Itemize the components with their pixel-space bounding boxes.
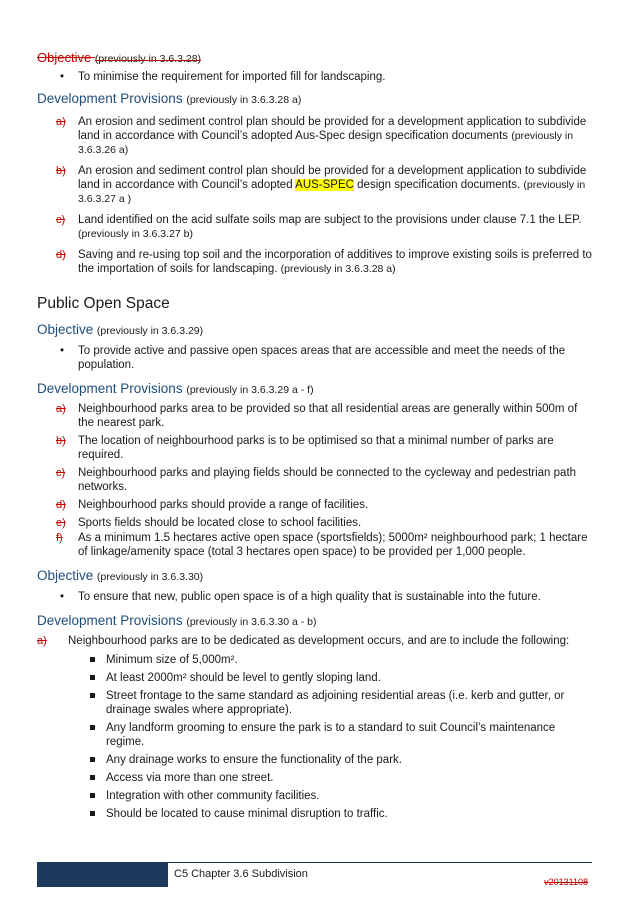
provisions-heading bbox=[37, 90, 592, 109]
square-bullet-icon bbox=[90, 657, 95, 662]
item-label: d) bbox=[56, 499, 66, 511]
provision-item bbox=[37, 164, 592, 206]
sub-item bbox=[37, 671, 592, 685]
bullet-dot-icon: • bbox=[60, 345, 65, 357]
objective-reference: (previously in 3.6.3.28) bbox=[94, 53, 202, 65]
provisions-heading-text: Development Provisions bbox=[37, 381, 183, 396]
item-label: c) bbox=[56, 214, 66, 226]
objective-bullet-text: To provide active and passive open spaces areas that are accessible and meet the needs of the population. bbox=[78, 345, 566, 371]
item-text: An erosion and sediment control plan should be provided for a development application to subdivide land in accordance with Council’s adopted bbox=[78, 165, 587, 191]
provision-item bbox=[37, 466, 592, 494]
provisions-reference: (previously in 3.6.3.28 a) bbox=[186, 94, 302, 106]
sub-item bbox=[37, 789, 592, 803]
objective-bullet bbox=[37, 70, 592, 84]
objective-reference: (previously in 3.6.3.29) bbox=[96, 325, 204, 337]
item-reference: (previously in 3.6.3.28 a) bbox=[280, 263, 396, 275]
provisions-heading-text: Development Provisions bbox=[37, 91, 183, 106]
footer-version: v20131108 bbox=[544, 877, 588, 887]
square-bullet-icon bbox=[90, 775, 95, 780]
item-label: a) bbox=[56, 403, 66, 415]
item-label: a) bbox=[56, 116, 66, 128]
section-title: Public Open Space bbox=[37, 295, 170, 312]
footer-chapter-label: C5 Chapter 3.6 Subdivision bbox=[174, 868, 308, 880]
item-text: Sports fields should be located close to school facilities. bbox=[78, 517, 362, 529]
footer-rule bbox=[168, 862, 592, 863]
provision-item bbox=[37, 434, 592, 462]
provision-item bbox=[37, 248, 592, 276]
provisions-heading bbox=[37, 612, 592, 631]
item-text: Saving and re-using top soil and the incorporation of additives to improve existing soils is preferred to the importation of soils for landscaping. bbox=[78, 249, 592, 275]
provisions-heading bbox=[37, 380, 592, 399]
objective-bullet-text: To minimise the requirement for imported fill for landscaping. bbox=[78, 71, 386, 83]
objective-heading bbox=[37, 568, 592, 585]
objective-bullet-text: To ensure that new, public open space is of a high quality that is sustainable into the future. bbox=[78, 591, 541, 603]
item-text: The location of neighbourhood parks is to be optimised so that a minimal number of parks are required. bbox=[78, 435, 554, 461]
objective-heading bbox=[37, 322, 592, 339]
item-text: Neighbourhood parks are to be dedicated as development occurs, and are to include the following: bbox=[68, 635, 570, 647]
item-label: b) bbox=[56, 435, 66, 447]
item-reference: (previously in 3.6.3.26 a) bbox=[78, 130, 574, 156]
item-text: As a minimum 1.5 hectares active open space (sportsfields); 5000m² neighbourhood park; 1 hectare of linkage/amenity space (total 3 hectares open space) to be provided per 1,000 people. bbox=[78, 532, 588, 558]
objective-heading-text: Objective bbox=[37, 568, 94, 583]
item-label: a) bbox=[37, 635, 47, 647]
sub-item-text: Access via more than one street. bbox=[106, 772, 274, 784]
bullet-dot-icon: • bbox=[60, 591, 65, 603]
objective-heading-text: Objective bbox=[37, 50, 92, 65]
item-reference: (previously in 3.6.3.27 a ) bbox=[78, 179, 586, 205]
sub-item bbox=[37, 807, 592, 821]
objective-bullet bbox=[37, 344, 592, 372]
provision-item bbox=[37, 516, 592, 530]
square-bullet-icon bbox=[90, 811, 95, 816]
sub-item-text: Integration with other community facilities. bbox=[106, 790, 320, 802]
sub-item bbox=[37, 771, 592, 785]
sub-item-text: Any landform grooming to ensure the park is to a standard to suit Council’s maintenance regime. bbox=[106, 722, 556, 748]
provision-item bbox=[37, 634, 592, 648]
provision-item bbox=[37, 531, 592, 559]
sub-item-text: Should be located to cause minimal disruption to traffic. bbox=[106, 808, 388, 820]
objective-heading-text: Objective bbox=[37, 322, 94, 337]
sub-item bbox=[37, 721, 592, 749]
provisions-reference: (previously in 3.6.3.30 a - b) bbox=[186, 616, 317, 628]
sub-item-text: At least 2000m² should be level to gently sloping land. bbox=[106, 672, 381, 684]
sub-item bbox=[37, 653, 592, 667]
sub-item-text: Minimum size of 5,000m². bbox=[106, 654, 238, 666]
item-label: c) bbox=[56, 467, 66, 479]
square-bullet-icon bbox=[90, 793, 95, 798]
footer-color-bar bbox=[37, 862, 168, 887]
item-label: b) bbox=[56, 165, 66, 177]
square-bullet-icon bbox=[90, 693, 95, 698]
item-text-end: design specification documents. bbox=[357, 179, 521, 191]
objective-bullet bbox=[37, 590, 592, 604]
provision-item bbox=[37, 115, 592, 157]
item-text: An erosion and sediment control plan should be provided for a development application to subdivide land in accordance with Council’s adopted Aus-Spec design specification documents bbox=[78, 116, 587, 142]
item-label: f) bbox=[56, 532, 63, 544]
item-text: Neighbourhood parks area to be provided so that all residential areas are generally within 500m of the nearest park. bbox=[78, 403, 578, 429]
provision-item bbox=[37, 213, 592, 241]
sub-item bbox=[37, 689, 592, 717]
item-label: e) bbox=[56, 517, 66, 529]
item-text: Land identified on the acid sulfate soils map are subject to the provisions under clause 7.1 the LEP. bbox=[78, 214, 582, 226]
objective-heading bbox=[37, 50, 592, 67]
sub-item-text: Street frontage to the same standard as adjoining residential areas (i.e. kerb and gutter, or drainage swales where appropriate). bbox=[106, 690, 565, 716]
provision-item bbox=[37, 498, 592, 512]
objective-reference: (previously in 3.6.3.30) bbox=[96, 571, 204, 583]
item-reference: (previously in 3.6.3.27 b) bbox=[78, 228, 193, 240]
sub-item-text: Any drainage works to ensure the functionality of the park. bbox=[106, 754, 402, 766]
square-bullet-icon bbox=[90, 675, 95, 680]
sub-item bbox=[37, 753, 592, 767]
bullet-dot-icon: • bbox=[60, 71, 65, 83]
item-text: Neighbourhood parks should provide a range of facilities. bbox=[78, 499, 369, 511]
square-bullet-icon bbox=[90, 725, 95, 730]
document-page bbox=[37, 50, 592, 821]
square-bullet-icon bbox=[90, 757, 95, 762]
provision-item bbox=[37, 402, 592, 430]
item-text: Neighbourhood parks and playing fields should be connected to the cycleway and pedestrian path networks. bbox=[78, 467, 577, 493]
highlighted-term: AUS-SPEC bbox=[295, 179, 354, 191]
provisions-reference: (previously in 3.6.3.29 a - f) bbox=[186, 384, 314, 396]
page-footer bbox=[37, 862, 592, 887]
item-label: d) bbox=[56, 249, 66, 261]
provisions-heading-text: Development Provisions bbox=[37, 613, 183, 628]
